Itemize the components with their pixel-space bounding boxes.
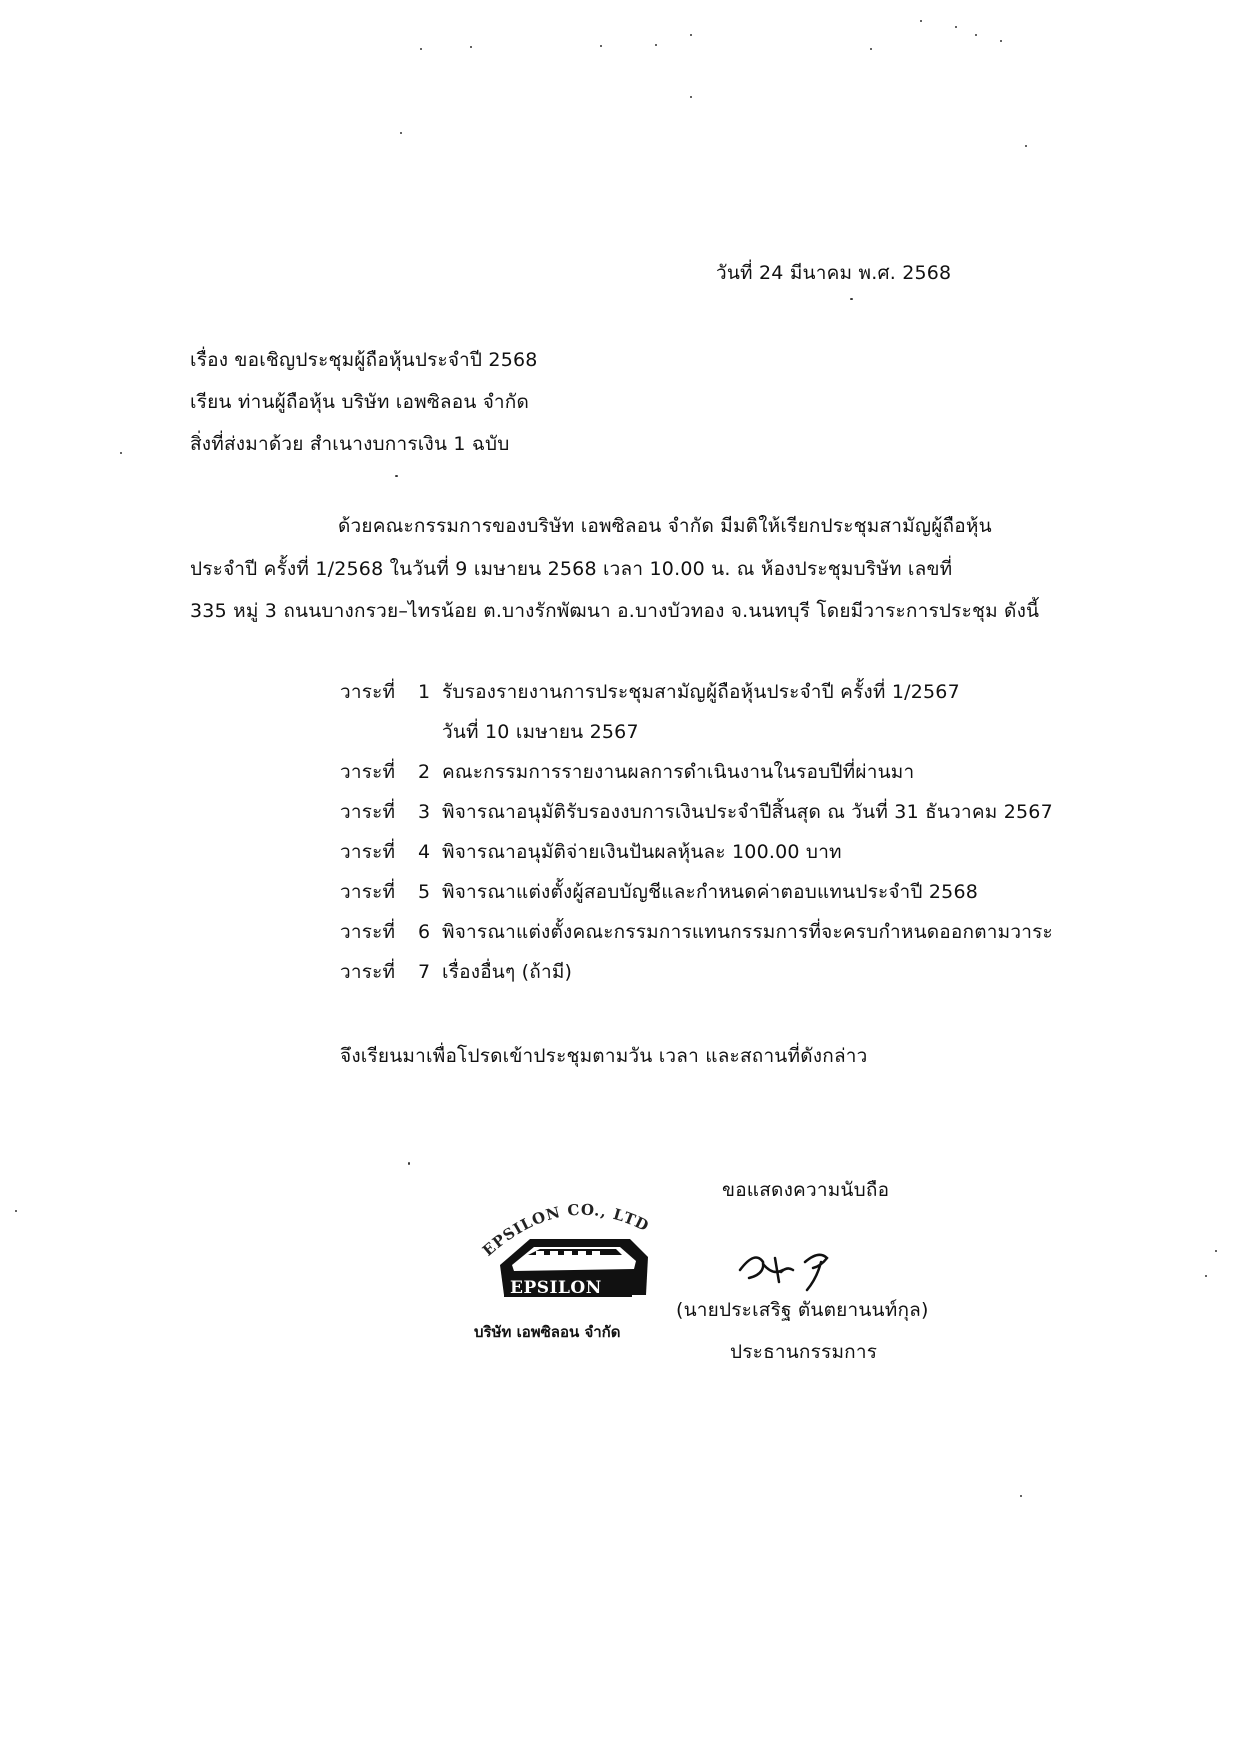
signature-mark [735, 1240, 855, 1300]
scan-speck [470, 46, 472, 48]
agenda-label: วาระที่ [340, 801, 396, 823]
closing-salutation: ขอแสดงความนับถือ [722, 1179, 890, 1201]
agenda-label: วาระที่ [340, 761, 396, 783]
agenda-text: พิจารณาแต่งตั้งผู้สอบบัญชีและกำหนดค่าตอบแทนประจำปี 2568 [442, 881, 979, 903]
letter-subject: เรื่อง ขอเชิญประชุมผู้ถือหุ้นประจำปี 2568 [190, 349, 538, 371]
scan-speck [690, 96, 692, 98]
scan-speck [955, 26, 957, 28]
letter-enclosure: สิ่งที่ส่งมาด้วย สำเนางบการเงิน 1 ฉบับ [190, 433, 510, 455]
seal-top-text: EPSILON CO., LTD [478, 1200, 652, 1260]
agenda-item [340, 919, 1053, 945]
letter-recipient: เรียน ท่านผู้ถือหุ้น บริษัท เอพซิลอน จำกัด [190, 391, 530, 413]
agenda-item [340, 959, 572, 985]
seal-graphic [470, 1195, 700, 1345]
agenda-number: 6 [418, 921, 431, 943]
scan-speck [1020, 1495, 1022, 1497]
body-line: ด้วยคณะกรรมการของบริษัท เอพซิลอน จำกัด มีมติให้เรียกประชุมสามัญผู้ถือหุ้น [338, 515, 992, 537]
signer-title: ประธานกรรมการ [730, 1341, 878, 1363]
letter-date: วันที่ 24 มีนาคม พ.ศ. 2568 [716, 262, 952, 284]
agenda-item-continuation [442, 719, 639, 745]
agenda-text: พิจารณาอนุมัติจ่ายเงินปันผลหุ้นละ 100.00 บาท [442, 841, 842, 863]
agenda-text: พิจารณาแต่งตั้งคณะกรรมการแทนกรรมการที่จะครบกำหนดออกตามวาระ [442, 921, 1053, 943]
agenda-number: 4 [418, 841, 431, 863]
scan-speck [920, 20, 922, 22]
agenda-text: พิจารณาอนุมัติรับรองงบการเงินประจำปีสิ้นสุด ณ วันที่ 31 ธันวาคม 2567 [442, 801, 1053, 823]
body-line: 335 หมู่ 3 ถนนบางกรวย–ไทรน้อย ต.บางรักพัฒนา อ.บางบัวทอง จ.นนทบุรี โดยมีวาระการประชุม ดังนี้ [190, 600, 1040, 622]
agenda-label: วาระที่ [340, 921, 396, 943]
agenda-text: เรื่องอื่นๆ (ถ้ามี) [442, 961, 573, 983]
agenda-text: รับรองรายงานการประชุมสามัญผู้ถือหุ้นประจำปี ครั้งที่ 1/2567 [442, 681, 960, 703]
closing-request: จึงเรียนมาเพื่อโปรดเข้าประชุมตามวัน เวลา และสถานที่ดังกล่าว [340, 1045, 868, 1067]
scan-speck [850, 298, 853, 300]
seal-bottom-text: บริษัท เอพซิลอน จำกัด [474, 1323, 621, 1341]
scan-speck [395, 475, 398, 477]
scan-speck [408, 1162, 410, 1165]
agenda-label: วาระที่ [340, 681, 396, 703]
company-seal [470, 1195, 700, 1345]
scan-speck [400, 132, 402, 134]
scan-speck [655, 44, 657, 46]
agenda-label: วาระที่ [340, 841, 396, 863]
scan-speck [1215, 1250, 1217, 1252]
scan-speck [120, 452, 122, 454]
scan-speck [420, 48, 422, 50]
scan-speck [600, 45, 602, 47]
agenda-number: 5 [418, 881, 431, 903]
agenda-item [340, 839, 842, 865]
agenda-label: วาระที่ [340, 961, 396, 983]
scan-speck [975, 34, 977, 36]
agenda-text: คณะกรรมการรายงานผลการดำเนินงานในรอบปีที่ผ่านมา [442, 761, 915, 783]
agenda-item [340, 759, 914, 785]
scan-speck [1205, 1275, 1207, 1277]
seal-badge-text: EPSILON [510, 1278, 602, 1298]
scan-speck [1000, 40, 1002, 42]
agenda-item [340, 679, 960, 705]
signature-graphic [735, 1240, 855, 1300]
scan-speck [690, 34, 692, 36]
body-line: ประจำปี ครั้งที่ 1/2568 ในวันที่ 9 เมษายน 2568 เวลา 10.00 น. ณ ห้องประชุมบริษัท เลขที่ [190, 558, 953, 580]
agenda-number: 3 [418, 801, 431, 823]
agenda-text: วันที่ 10 เมษายน 2567 [442, 721, 639, 743]
agenda-item [340, 879, 978, 905]
scan-speck [870, 48, 872, 50]
agenda-number: 1 [418, 681, 431, 703]
agenda-label: วาระที่ [340, 881, 396, 903]
signer-name: (นายประเสริฐ ตันตยานนท์กุล) [676, 1299, 929, 1321]
scan-speck [15, 1210, 17, 1212]
scan-speck [1025, 145, 1027, 147]
agenda-number: 2 [418, 761, 431, 783]
agenda-item [340, 799, 1053, 825]
agenda-number: 7 [418, 961, 431, 983]
